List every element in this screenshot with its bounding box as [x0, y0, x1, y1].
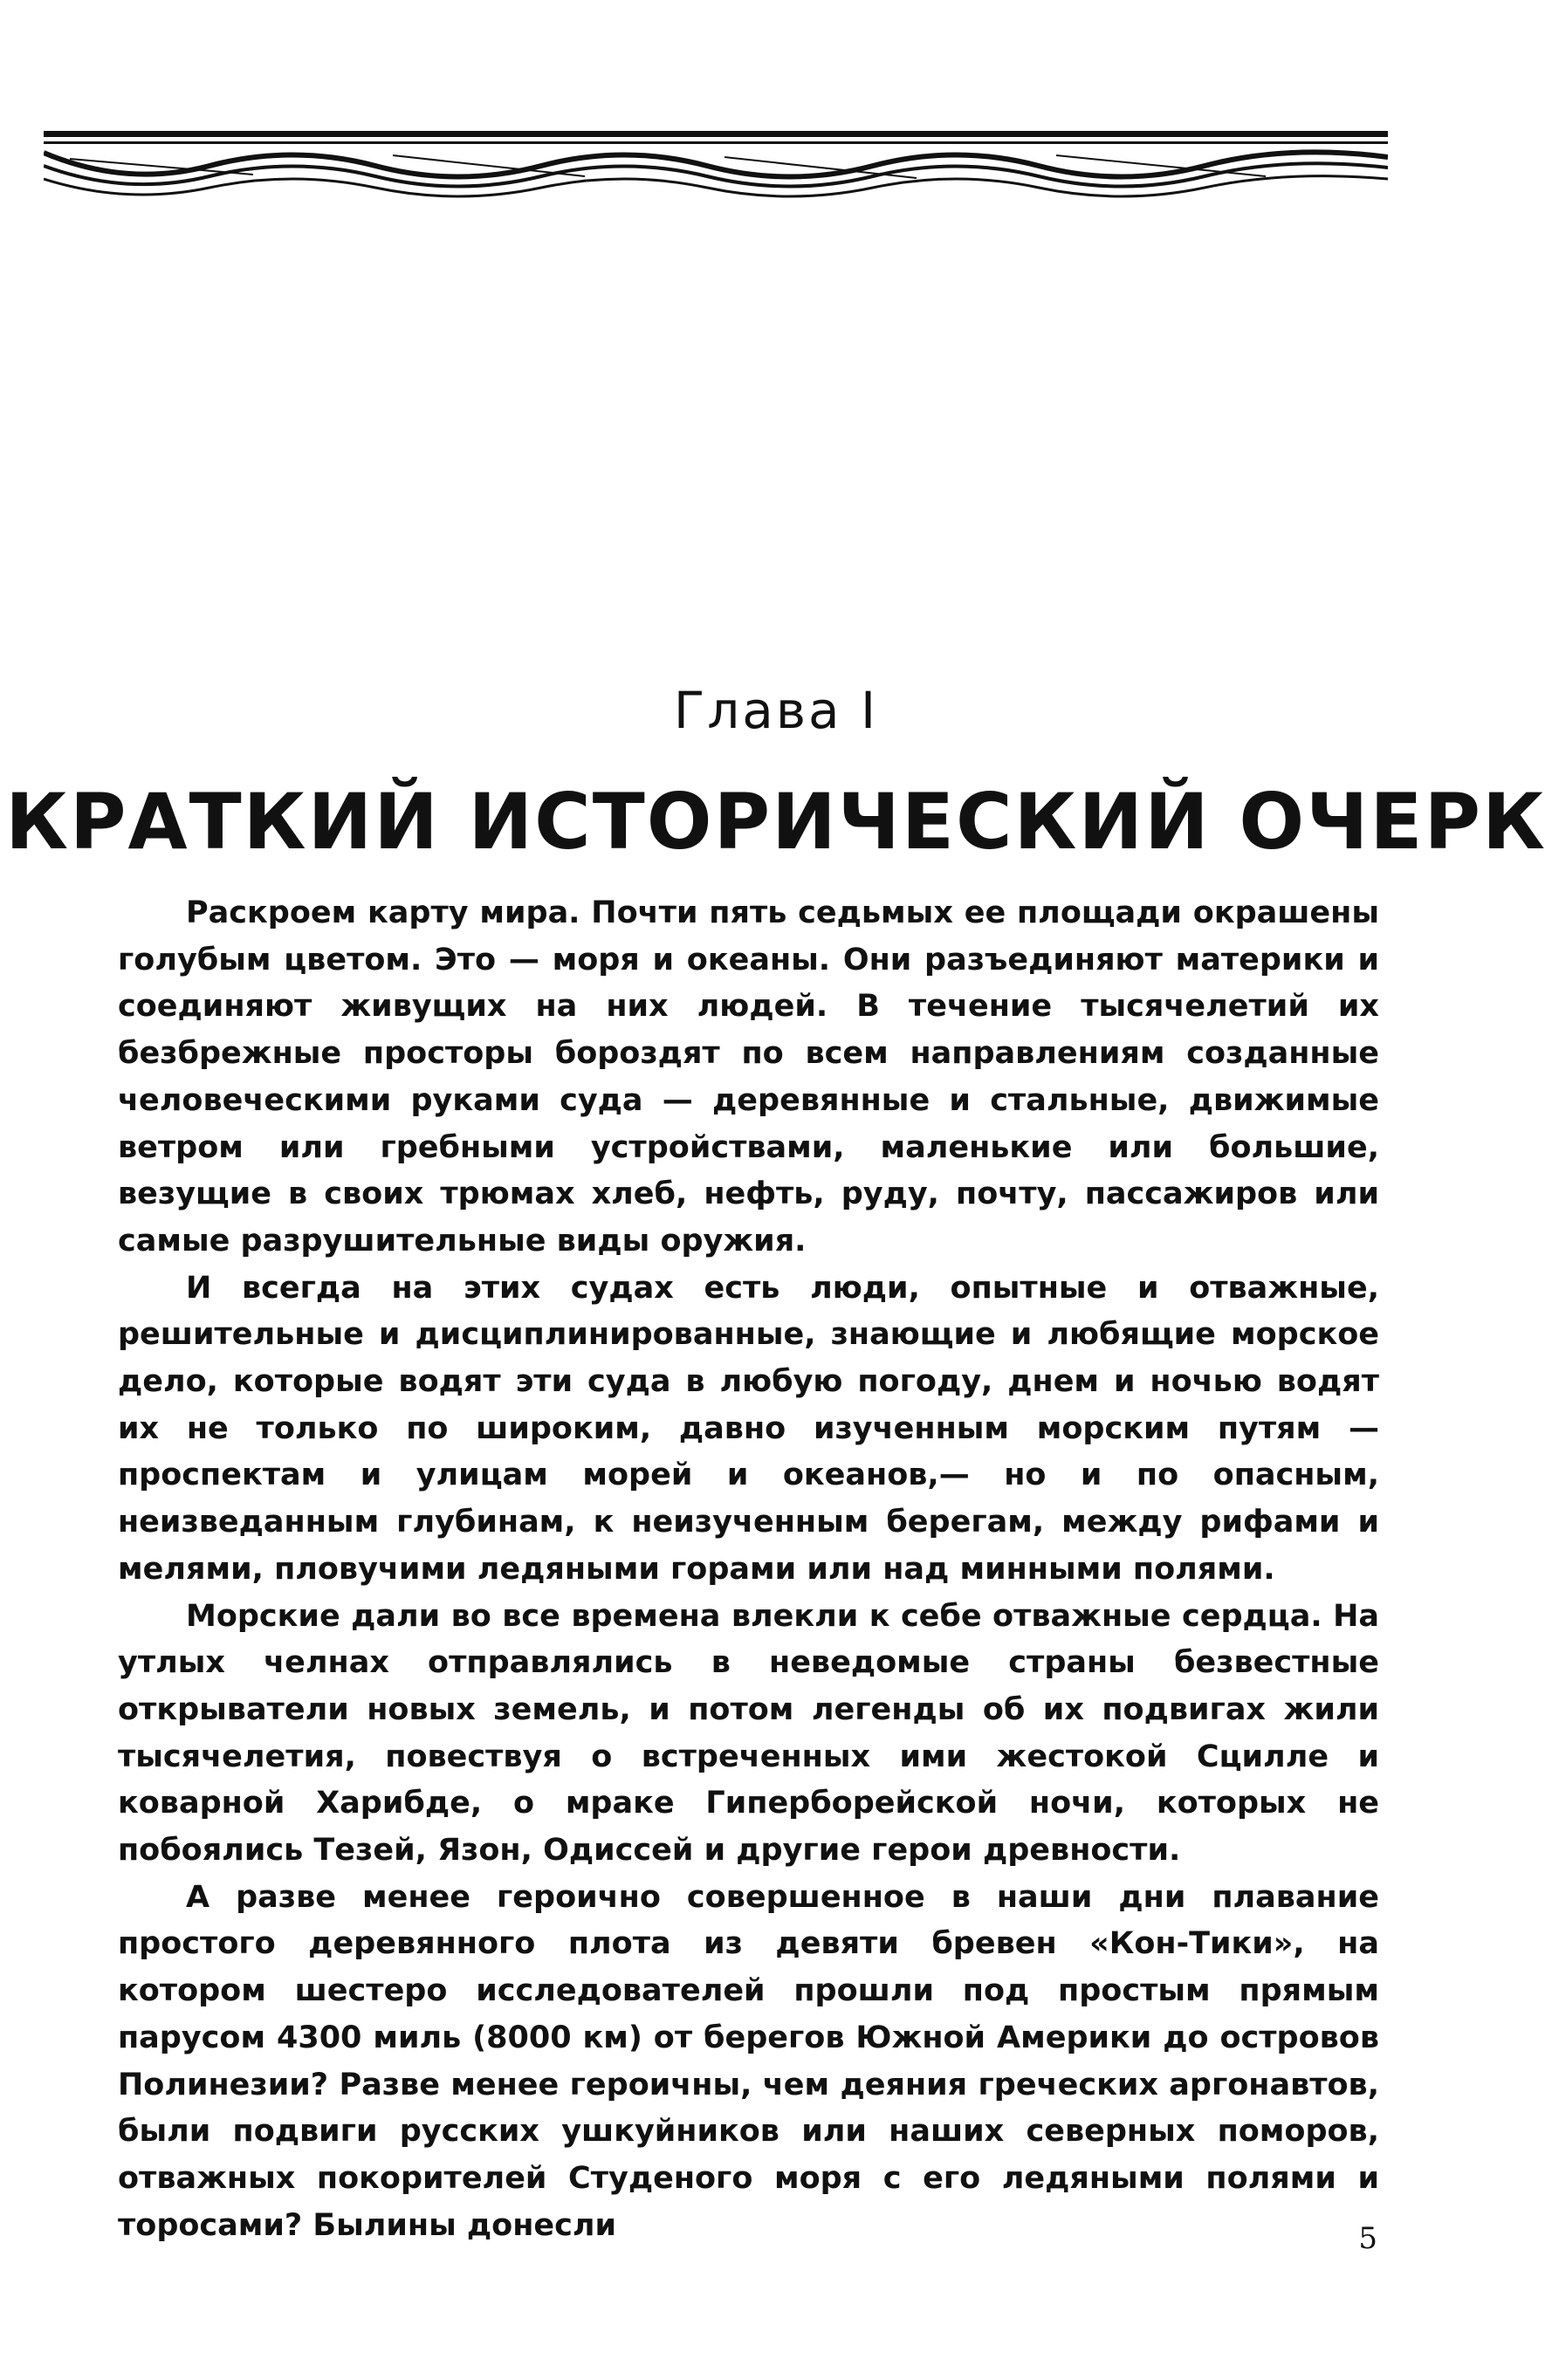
page-number: 5 [1358, 2221, 1377, 2256]
paragraph: Морские дали во все времена влекли к себе отважные сердца. На утлых челнах отправлялись в неведомые страны безвестные открыватели новых земель, и потом легенды об их подвигах жили тысячелетия, повествуя о встреченных ими жестокой Сцилле и коварной Харибде, о мраке Гиперборейской ночи, которых не побоялись Тезей, Язон, Одиссей и другие герои древности. [118, 1598, 1379, 1869]
paragraph: И всегда на этих судах есть люди, опытные и отважные, решительные и дисциплинированные, знающие и любящие морское дело, которые водят эти суда в любую погоду, днем и ночью водят их не только по широким, давно изученным морским путям — проспектам и улицам морей и океанов,— но и по опасным, неизведанным глубинам, к неизученным берегам, между рифами и мелями, пловучими ледяными горами или над минными полями. [118, 1270, 1379, 1587]
paragraph: Раскроем карту мира. Почти пять седьмых ее площади окрашены голубым цветом. Это — моря и океаны. Они разъединяют материки и соединяют живущих на них людей. В течение тысячелетий их безбрежные просторы бороздят по всем направлениям созданные человеческими руками суда — деревянные и стальные, движимые ветром или гребными устройствами, маленькие или большие, везущие в своих трюмах хлеб, нефть, руду, почту, пассажиров или самые разрушительные виды оружия. [118, 895, 1379, 1259]
chapter-body [118, 890, 1379, 2249]
chapter-label: Глава I [673, 681, 879, 740]
chapter-title: КРАТКИЙ ИСТОРИЧЕСКИЙ ОЧЕРК [5, 777, 1547, 867]
wave-ornament-header [44, 113, 1388, 209]
paragraph: А разве менее героично совершенное в наши дни плавание простого деревянного плота из девяти бревен «Кон-Тики», на котором шестеро исследователей прошли под простым прямым парусом 4300 миль (8000 км) от берегов Южной Америки до островов Полинезии? Разве менее героичны, чем деяния греческих аргонавтов, были подвиги русских ушкуйников или наших северных поморов, отважных покорителей Студеного моря с его ледяными полями и торосами? Былины донесли [118, 1879, 1379, 2243]
